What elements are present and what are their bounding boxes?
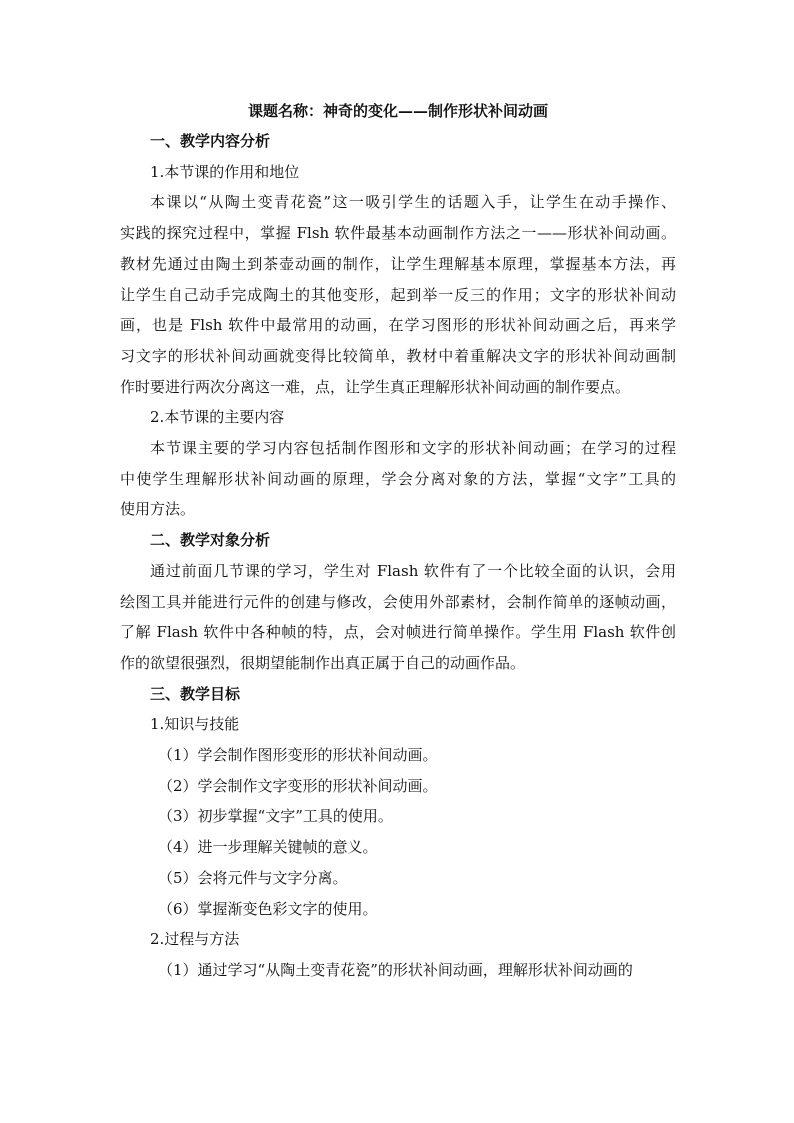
paragraph-line: 中使学生理解形状补间动画的原理，学会分离对象的方法，掌握“文字”工具的	[120, 469, 676, 488]
list-item: （2）学会制作文字变形的形状补间动画。	[158, 776, 438, 795]
paragraph-line: 本节课主要的学习内容包括制作图形和文字的形状补间动画；在学习的过程	[150, 439, 676, 458]
document-title: 课题名称：神奇的变化——制作形状补间动画	[247, 102, 548, 120]
paragraph-line: 教材先通过由陶土到茶壶动画的制作，让学生理解基本原理，掌握基本方法，再	[120, 254, 676, 273]
paragraph-line: 习文字的形状补间动画就变得比较简单，教材中着重解决文字的形状补间动画制	[120, 346, 676, 365]
section-heading-audience-analysis: 二、教学对象分析	[150, 531, 271, 550]
list-item: （5）会将元件与文字分离。	[158, 868, 348, 887]
paragraph-line: 使用方法。	[120, 500, 196, 519]
paragraph-line: 实践的探究过程中，掌握 Flsh 软件最基本动画制作方法之一——形状补间动画。	[120, 224, 676, 243]
paragraph-line: 让学生自己动手完成陶土的其他变形，起到举一反三的作用；文字的形状补间动	[120, 285, 676, 304]
list-item: （4）进一步理解关键帧的意义。	[158, 838, 378, 857]
paragraph-line: 作的欲望很强烈，很期望能制作出真正属于自己的动画作品。	[120, 653, 526, 672]
paragraph-line: 了解 Flash 软件中各种帧的特，点，会对帧进行简单操作。学生用 Flash 软件创	[120, 623, 676, 642]
section-heading-content-analysis: 一、教学内容分析	[150, 132, 271, 150]
paragraph-line: 作时要进行两次分离这一难，点，让学生真正理解形状补间动画的制作要点。	[120, 377, 631, 396]
paragraph-line: 绘图工具并能进行元件的创建与修改，会使用外部素材，会制作简单的逐帧动画，	[120, 592, 676, 611]
subheading-knowledge-skills: 1.知识与技能	[150, 715, 240, 734]
list-item: （3）初步掌握“文字”工具的使用。	[158, 807, 393, 826]
section-heading-objectives: 三、教学目标	[150, 684, 241, 703]
list-item: （1）学会制作图形变形的形状补间动画。	[158, 746, 438, 765]
paragraph-line: 画，也是 Flsh 软件中最常用的动画，在学习图形的形状补间动画之后，再来学	[120, 316, 676, 335]
subheading-process-methods: 2.过程与方法	[150, 930, 240, 949]
subheading-role-and-position: 1.本节课的作用和地位	[150, 162, 300, 181]
list-item: （6）掌握渐变色彩文字的使用。	[158, 899, 378, 918]
paragraph-line: 通过前面几节课的学习，学生对 Flash 软件有了一个比较全面的认识，会用	[150, 561, 676, 580]
document-page	[120, 96, 676, 986]
paragraph-line: 本课以“从陶土变青花瓷”这一吸引学生的话题入手，让学生在动手操作、	[150, 193, 676, 212]
list-item: （1）通过学习“从陶土变青花瓷”的形状补间动画，理解形状补间动画的	[158, 960, 633, 979]
subheading-main-content: 2.本节课的主要内容	[150, 408, 285, 427]
